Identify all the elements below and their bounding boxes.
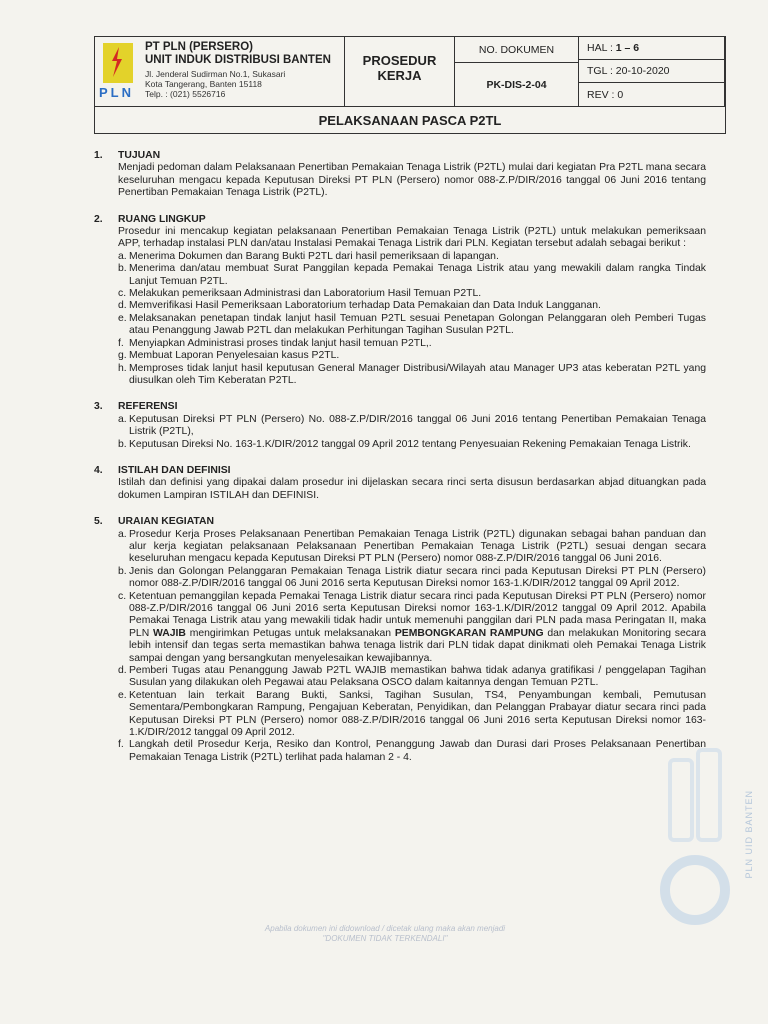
- list-item: [118, 739, 706, 764]
- list-marker: d.: [118, 300, 127, 312]
- list-item: [118, 529, 706, 566]
- list-item: [118, 690, 706, 740]
- list-item: [118, 591, 706, 665]
- list-text: Keputusan Direksi PT PLN (Persero) No. 088-Z.P/DIR/2016 tanggal 06 Juni 2016 tentang Penertiban Pemakaian Tenaga Listrik (P2TL),: [129, 413, 706, 438]
- list-marker: a.: [118, 413, 127, 425]
- procedure-line2: KERJA: [377, 68, 422, 83]
- list-marker: a.: [118, 250, 127, 262]
- list-item: [118, 439, 706, 451]
- list-marker: g.: [118, 350, 127, 362]
- section-heading: [94, 401, 706, 413]
- address-line2: Kota Tangerang, Banten 15118: [145, 79, 262, 89]
- section-text: Istilah dan definisi yang dipakai dalam prosedur ini dijelaskan secara rinci serta disusun berdasarkan abjad dituangkan pada dokumen Lampiran ISTILAH dan DEFINISI.: [118, 477, 706, 501]
- address-line1: Jl. Jenderal Sudirman No.1, Sukasari: [145, 69, 286, 79]
- section-istilah: [94, 465, 706, 502]
- list-text: Prosedur Kerja Proses Pelaksanaan Penertiban Pemakaian Tenaga Listrik (P2TL) digunakan sebagai bahan panduan dan alur kerja kegiatan pelaksanaan Pelaksanaan Penertiban Pemakaian Tenaga Listrik (P2TL) sesuai dengan secara keseluruhan mengacu kepada Keputusan Direksi PT PLN (Persero) nomor 088-Z.P/DIR/2016 tanggal 06 Juni 2016.: [129, 528, 706, 565]
- list-item: [118, 350, 706, 362]
- list-text: Melaksanakan penetapan tindak lanjut hasil Temuan P2TL sesuai Penetapan Golongan Pelanggaran oleh Pemberi Tugas atau Penanggung Jawab P2TL dan melakukan Perhitungan Tagihan Susulan P2TL.: [129, 312, 706, 337]
- section-text: Menjadi pedoman dalam Pelaksanaan Penertiban Pemakaian Tenaga Listrik (P2TL) mulai dari kegiatan Pra P2TL mana secara keseluruhan mengacu kepada Keputusan Direksi PT PLN (Persero) nomor 088-Z.P/DIR/2016 tanggal 06 Juni 2016 tentang Penertiban Pemakaian Tenaga Listrik (P2TL).: [118, 162, 706, 199]
- list-item: [118, 313, 706, 338]
- list-marker: f.: [118, 739, 124, 751]
- list-item: [118, 263, 706, 288]
- document-title: PELAKSANAAN PASCA P2TL: [318, 113, 502, 128]
- list-item: [118, 338, 706, 350]
- company-block: [95, 37, 345, 107]
- document-body: [94, 150, 706, 778]
- list-marker: e.: [118, 689, 127, 701]
- list-text: Melakukan pemeriksaan Administrasi dan Laboratorium Hasil Temuan P2TL.: [129, 288, 482, 300]
- page-range: [579, 37, 725, 60]
- list-text: Memverifikasi Hasil Pemeriksaan Laboratorium terhadap Data Pemakaian dan Data Induk Langganan.: [129, 300, 601, 312]
- list-text: Menyiapkan Administrasi proses tindak lanjut hasil temuan P2TL,.: [129, 337, 432, 349]
- list-item: [118, 363, 706, 388]
- footer-line2: "DOKUMEN TIDAK TERKENDALI": [322, 934, 448, 943]
- section-heading: [94, 516, 706, 528]
- company-line2: UNIT INDUK DISTRIBUSI BANTEN: [145, 54, 331, 66]
- list-item: [118, 665, 706, 690]
- doc-number-label: NO. DOKUMEN: [455, 37, 579, 63]
- section-body: [118, 414, 706, 451]
- procedure-line1: PROSEDUR: [362, 53, 437, 68]
- list-item: [118, 566, 706, 591]
- doc-date: TGL : 20-10-2020: [579, 60, 725, 83]
- watermark-text: PLN UID BANTEN: [744, 790, 754, 879]
- list-marker: d.: [118, 665, 127, 677]
- section-uraian-kegiatan: [94, 516, 706, 764]
- address-line3: Telp. : (021) 5526716: [145, 89, 226, 99]
- watermark-logo-icon: [650, 740, 740, 930]
- hal-value: 1 – 6: [615, 42, 640, 54]
- list-item: [118, 251, 706, 263]
- logo-text: PLN: [99, 85, 134, 100]
- doc-number: PK-DIS-2-04: [455, 63, 579, 107]
- section-title: ISTILAH DAN DEFINISI: [118, 464, 231, 476]
- list-text: Membuat Laporan Penyelesaian kasus P2TL.: [129, 350, 340, 362]
- hal-label: HAL :: [587, 42, 613, 54]
- section-title: TUJUAN: [118, 150, 161, 161]
- section-number: 5.: [94, 516, 103, 528]
- keyword-wajib: WAJIB: [153, 627, 186, 639]
- list-marker: c.: [118, 288, 127, 300]
- section-referensi: [94, 401, 706, 451]
- section-tujuan: [94, 150, 706, 200]
- list-text: Memproses tidak lanjut hasil keputusan General Manager Distribusi/Wilayah atau Manager UP3 atas keberatan P2TL yang diusulkan oleh Tim Keberatan P2TL.: [129, 362, 706, 386]
- list-marker: c.: [118, 590, 127, 602]
- keyword-pembongkaran: PEMBONGKARAN RAMPUNG: [394, 627, 544, 639]
- list-marker: b.: [118, 263, 127, 275]
- list-marker: b.: [118, 438, 127, 450]
- footer-note: [200, 924, 570, 944]
- list-text: Ketentuan lain terkait Barang Bukti, Sanksi, Tagihan Susulan, TS4, Penyambungan kembali, Pemutusan Sementara/Pembongkaran Rampung, Pengajuan Keberatan, Penyidikan, dan Pelanggan Prabayar diatur secara rinci pada Keputusan Direksi PT PLN (Persero) nomor 088-Z.P/DIR/2016 tanggal 06 Juni 2016 serta Keputusan Direksi nomor 163-1.K/DIR/2012 tanggal 09 April 2012.: [129, 689, 706, 739]
- section-body: [118, 529, 706, 765]
- section-title: URAIAN KEGIATAN: [118, 516, 215, 528]
- list-text: Menerima dan/atau membuat Surat Panggilan kepada Pemakai Tenaga Listrik atau yang mewakili dalam rangka Tindak Lanjut Temuan P2TL.: [129, 263, 706, 287]
- section-heading: [94, 214, 706, 226]
- text-run: Ketentuan pemanggilan kepada Pemakai Tenaga Listrik diatur secara rinci pada Keputusan Direksi PT PLN (Persero) nomor 088-Z.P/DIR/2016 tanggal 06 Juni 2016 serta Keputusan Direksi nomor 163-1.K/DIR/2012 tanggal 09 April 2012. Apabila Pemakai Tenaga Listrik atau yang mewakili tidak hadir untuk memenuhi panggilan dari PLN pada masa Peringatan II, maka PLN: [129, 590, 706, 639]
- list-text: Keputusan Direksi No. 163-1.K/DIR/2012 tanggal 09 April 2012 tentang Penyesuaian Rekening Pemakaian Tenaga Listrik.: [129, 438, 691, 450]
- doc-revision: REV : 0: [579, 83, 725, 107]
- footer-line1: Apabila dokumen ini didownload / dicetak ulang maka akan menjadi: [264, 924, 506, 933]
- section-intro: Prosedur ini mencakup kegiatan pelaksanaan Penertiban Pemakaian Tenaga Listrik (P2TL) untuk melakukan pemeriksaan APP, terhadap instalasi PLN dan/atau Instalasi Pemakai Tenaga Listrik dari PLN. Kegiatan tersebut adalah sebagai berikut :: [118, 226, 706, 250]
- section-ruang-lingkup: [94, 214, 706, 388]
- pln-logo: [99, 43, 137, 101]
- list-item: [118, 300, 706, 312]
- section-number: 1.: [94, 150, 103, 161]
- list-text: Pemberi Tugas atau Penanggung Jawab P2TL WAJIB memastikan bahwa tidak adanya gratifikasi / penggelapan Tagihan Susulan yang dilakukan oleh Pegawai atau Pelaksana OSCO dalam kaitannya dengan Temuan P2TL.: [129, 665, 706, 689]
- list-text: [129, 591, 706, 665]
- procedure-type: [345, 37, 455, 107]
- list-item: [118, 288, 706, 300]
- list-marker: e.: [118, 312, 127, 324]
- document-header: [94, 36, 726, 134]
- company-address: [145, 69, 285, 99]
- list-text: Langkah detil Prosedur Kerja, Resiko dan Kontrol, Penanggung Jawab dan Durasi dari Proses Pelaksanaan Penertiban Pemakaian Tenaga Listrik (P2TL) terlihat pada halaman 2 - 4.: [129, 739, 706, 763]
- text-run: mengirimkan Petugas untuk melaksanakan: [185, 627, 395, 639]
- lightning-icon: [110, 47, 124, 77]
- section-number: 2.: [94, 213, 103, 225]
- list-marker: a.: [118, 528, 127, 540]
- list-text: Jenis dan Golongan Pelanggaran Pemakaian Tenaga Listrik diatur secara rinci pada Keputusan Direksi PT PLN (Persero) nomor 088-Z.P/DIR/2016 tanggal 06 Juni 2016 serta Keputusan Direksi nomor 163-1.K/DIR/2012 tanggal 09 April 2012.: [129, 565, 706, 590]
- section-title: REFERENSI: [118, 401, 178, 413]
- section-heading: [94, 465, 706, 477]
- list-marker: b.: [118, 565, 127, 577]
- text-run: dan melakukan Monitoring secara lebih intensif dan tegas serta memastikan bahwa tenaga listrik dari PLN tidak dapat dinikmati oleh Pemakai Tenaga Listrik sampai dengan yang bersangkutan menyelesaikan kewajibannya.: [129, 627, 706, 664]
- company-name: [145, 41, 331, 67]
- section-number: 4.: [94, 464, 103, 476]
- section-body: [118, 226, 706, 387]
- list-item: [118, 414, 706, 439]
- company-line1: PT PLN (PERSERO): [145, 41, 253, 53]
- section-number: 3.: [94, 401, 103, 413]
- list-text: Menerima Dokumen dan Barang Bukti P2TL dari hasil pemeriksaan di lapangan.: [129, 250, 499, 262]
- list-marker: h.: [118, 362, 127, 374]
- section-title: RUANG LINGKUP: [118, 213, 206, 225]
- section-heading: [94, 150, 706, 162]
- list-marker: f.: [118, 337, 124, 349]
